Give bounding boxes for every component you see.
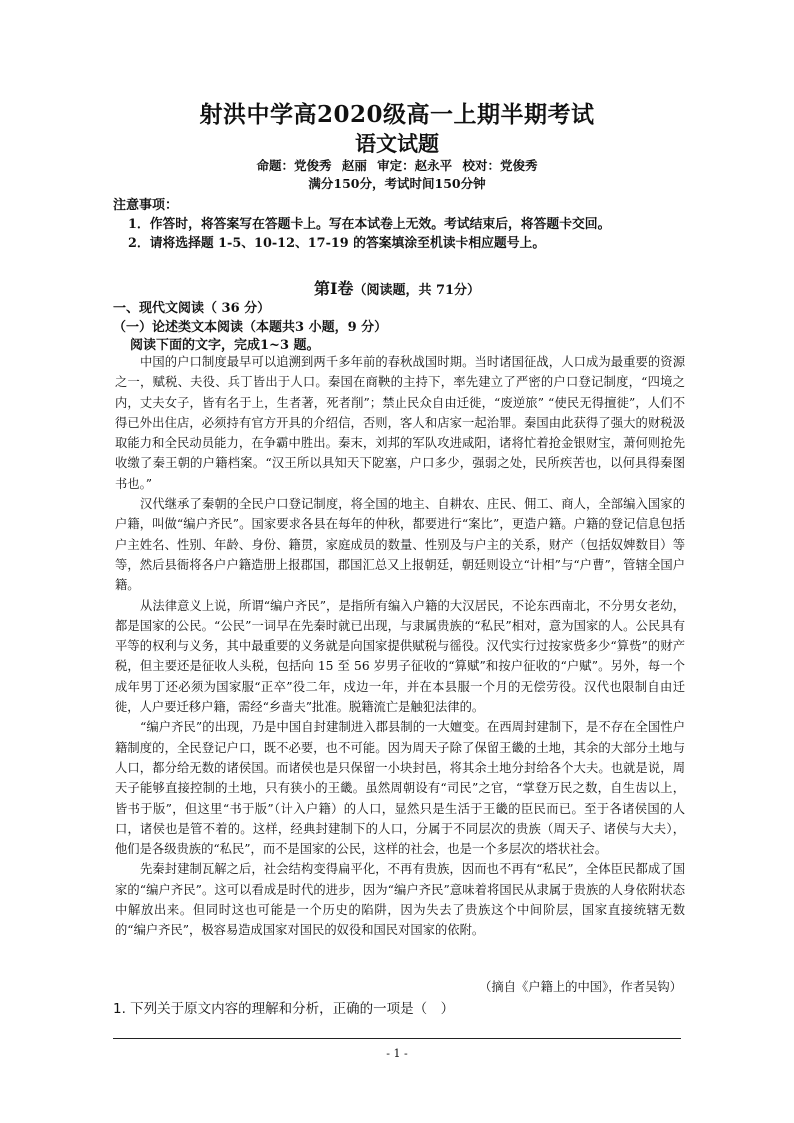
volume-subtitle: （阅读题，共 71分） <box>353 283 481 298</box>
notice-item-2: 2．请将选择题 1-5、10-12、17-19 的答案填涂至机读卡相应题号上。 <box>128 236 546 251</box>
passage-paragraph-2: 汉代继承了秦朝的全民户口登记制度，将全国的地主、自耕农、庄民、佣工、商人，全部编入国家的户籍，叫做“编户齐民”。国家要求各县在每年的仲秋，都要进行“案比”，更造户籍。户籍的登记信息包括户主姓名、性别、年龄、身份、籍贯，家庭成员的数量、性别及与户主的关系，财产（包括奴婢数目）等等，然后县衙将各户户籍造册上报郡国，郡国汇总又上报朝廷，朝廷则设立“计相”与“户曹”，管辖全国户籍。 <box>115 497 685 593</box>
reading-instruction: 阅读下面的文字，完成1~3 题。 <box>130 338 320 353</box>
notice-item-1: 1．作答时，将答案写在答题卡上。写在本试卷上无效。考试结束后，将答题卡交回。 <box>128 217 611 232</box>
exam-credits: 命题：党俊秀 赵丽 审定：赵永平 校对：党俊秀 <box>256 158 538 173</box>
passage-paragraph-5: 先秦封建制瓦解之后，社会结构变得扁平化，不再有贵族，因而也不再有“私民”，全体臣民都成了国家的“编户齐民”。这可以看成是时代的进步，因为“编户齐民”意味着将国民从隶属于贵族的人身依附状态中解放出来。但同时这也可能是一个历史的陷阱，因为失去了贵族这个中间阶层，国家直接统辖无数的“编户齐民”，极容易造成国家对国民的奴役和国民对国家的依附。 <box>115 862 685 938</box>
passage-source: （摘自《户籍上的中国》，作者吴钩） <box>479 980 682 994</box>
section-heading: 一、现代文阅读（ 36 分） <box>113 301 271 316</box>
page-number: - 1 - <box>386 1047 408 1060</box>
exam-title: 射洪中学高2020级高一上期半期考试 <box>199 101 595 128</box>
footer-divider <box>113 1038 681 1039</box>
passage-paragraph-1: 中国的户口制度最早可以追溯到两千多年前的春秋战国时期。当时诸国征战，人口成为最重要的资源之一，赋税、夫役、兵丁皆出于人口。秦国在商鞅的主持下，率先建立了严密的户口登记制度，“四境之内，丈夫女子，皆有名于上，生者著，死者削”；禁止民众自由迁徙，“废逆旅” “使民无得擅徙”，人们不得已外出住店，必须持有官方开具的介绍信，否则，客人和店家一起治罪。秦国由此获得了强大的财税汲取能力和全民动员能力，在争霸中胜出。秦末，刘邦的军队攻进咸阳，诸将忙着抢金银财宝，萧何则抢先收缴了秦王朝的户籍档案。“汉王所以具知天下阸塞，户口多少，强弱之处，民所疾苦也，以何具得秦图书也。” <box>115 355 685 491</box>
score-and-time: 满分150分，考试时间150分钟 <box>308 176 486 191</box>
subsection-heading: （一）论述类文本阅读（本题共3 小题，9 分） <box>113 320 388 335</box>
reading-passage <box>115 352 685 941</box>
passage-paragraph-3: 从法律意义上说，所谓“编户齐民”，是指所有编入户籍的大汉居民，不论东西南北，不分男女老幼，都是国家的公民。“公民”一词早在先秦时就已出现，与隶属贵族的“私民”相对，意为国家的人。公民具有平等的权利与义务，其中最重要的义务就是向国家提供赋税与徭役。汉代实行过按家赀多少“算赀”的财产税，但主要还是征收人头税，包括向 15 至 56 岁男子征收的“算赋”和按户征收的“户赋”。另外，每一个成年男丁还必须为国家服“正卒”役二年，戍边一年，并在本县服一个月的无偿劳役。汉代也限制自由迁徙，人户要迁移户籍，需经“乡啬夫”批准。脱籍流亡是触犯法律的。 <box>115 598 685 715</box>
subject-title: 语文试题 <box>355 131 439 156</box>
volume-heading <box>0 276 794 299</box>
question-1: 1. 下列关于原文内容的理解和分析，正确的一项是（ ） <box>113 1001 455 1017</box>
notice-heading: 注意事项： <box>113 198 179 213</box>
passage-paragraph-4: “编户齐民”的出现，乃是中国自封建制进入郡县制的一大嬗变。在西周封建制下，是不存在全国性户籍制度的，全民登记户口，既不必要，也不可能。因为周天子除了保留王畿的土地，其余的大部分土地与人口，都分给无数的诸侯国。而诸侯也是只保留一小块封邑，将其余土地分封给各个大夫。也就是说，周天子能够直接控制的土地，只有狭小的王畿。虽然周朝设有“司民”之官，“掌登万民之数，自生齿以上，皆书于版”，但这里“书于版”（计入户籍）的人口，显然只是生活于王畿的臣民而已。至于各诸侯国的人口，诸侯也是管不着的。这样，经典封建制下的人口，分属于不同层次的贵族（周天子、诸侯与大夫），他们是各级贵族的“私民”，而不是国家的公民，这样的社会，也是一个多层次的塔状社会。 <box>115 720 685 857</box>
volume-title: 第Ⅰ卷 <box>313 279 354 298</box>
